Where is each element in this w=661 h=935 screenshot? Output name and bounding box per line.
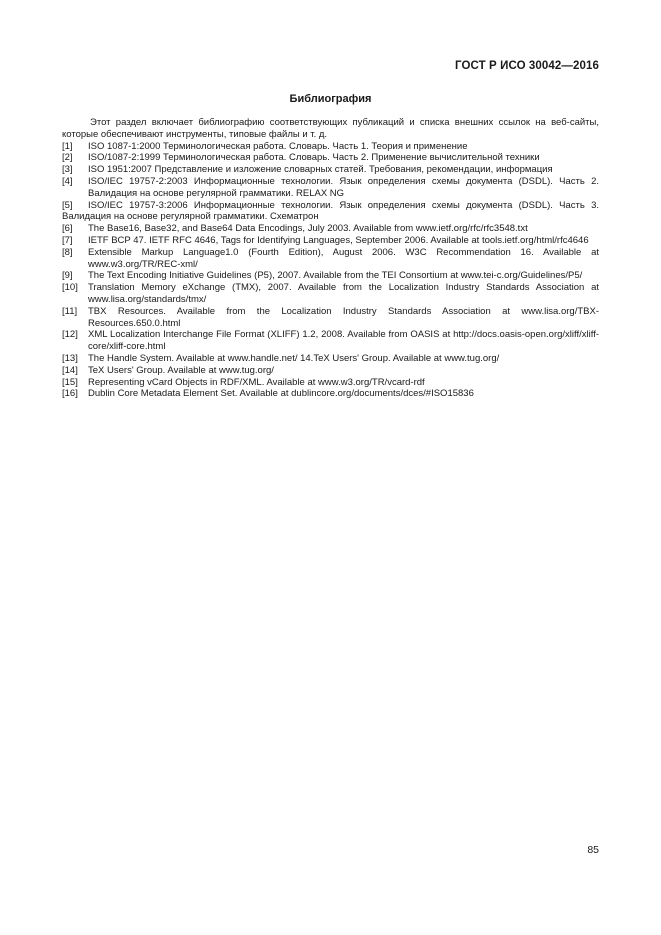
reference-text: TBX Resources. Available from the Localization Industry Standards Association at www.lisa.org/TBX-Resources.650.0.html: [88, 305, 599, 329]
reference-item: [62, 235, 599, 247]
page-title: Библиография: [289, 93, 372, 105]
reference-number: [5]: [62, 199, 73, 211]
reference-text: ISO/1087-2:1999 Терминологическая работа. Словарь. Часть 2. Применение вычислительной техники: [88, 152, 540, 164]
reference-text: ISO 1951:2007 Представление и изложение словарных статей. Требования, рекомендации, информация: [88, 164, 553, 176]
reference-number: [2]: [62, 152, 73, 164]
reference-item: [62, 270, 599, 282]
reference-text: Dublin Core Metadata Element Set. Available at dublincore.org/documents/dces/#ISO15836: [88, 388, 474, 400]
reference-text: Extensible Markup Language1.0 (Fourth Edition), August 2006. W3C Recommendation 16. Available at www.w3.org/TR/REC-xml/: [88, 246, 599, 270]
reference-item: [62, 176, 599, 200]
reference-item: [62, 306, 599, 330]
reference-number: [4]: [62, 175, 73, 187]
reference-number: [11]: [62, 305, 78, 317]
reference-number: [1]: [62, 140, 73, 152]
reference-number: [12]: [62, 329, 78, 341]
reference-text: ISO 1087-1:2000 Терминологическая работа. Словарь. Часть 1. Теория и применение: [88, 140, 468, 152]
reference-item: [62, 388, 599, 400]
reference-number: [6]: [62, 223, 73, 235]
reference-item: [62, 377, 599, 389]
reference-text: The Handle System. Available at www.handle.net/ 14.TeX Users' Group. Available at www.tug.org/: [88, 352, 500, 364]
reference-item: [62, 200, 599, 224]
reference-item: [62, 329, 599, 353]
reference-item: [62, 152, 599, 164]
reference-item: [62, 223, 599, 235]
reference-number: [16]: [62, 388, 78, 400]
reference-number: [7]: [62, 234, 73, 246]
bibliography-content: [62, 117, 599, 400]
reference-item: [62, 353, 599, 365]
reference-number: [15]: [62, 376, 78, 388]
page-number: 85: [587, 844, 599, 856]
reference-number: [8]: [62, 246, 73, 258]
reference-text: Representing vCard Objects in RDF/XML. Available at www.w3.org/TR/vcard-rdf: [88, 376, 425, 388]
reference-number: [14]: [62, 364, 78, 376]
reference-text: ISO/IEC 19757-3:2006 Информационные технологии. Язык определения схемы документа (DSDL). Часть 3. Валидация на основе регулярной грамматики. Схематрон: [62, 199, 599, 223]
reference-text: IETF BCP 47. IETF RFC 4646, Tags for Identifying Languages, September 2006. Available at tools.ietf.org/html/rfc4646: [88, 234, 589, 246]
reference-text: TeX Users' Group. Available at www.tug.org/: [88, 364, 274, 376]
intro-paragraph: Этот раздел включает библиографию соответствующих публикаций и списка внешних ссылок на веб-сайты, которые обеспечивают инструменты, типовые файлы и т. д.: [62, 117, 599, 140]
reference-text: ISO/IEC 19757-2:2003 Информационные технологии. Язык определения схемы документа (DSDL). Часть 2. Валидация на основе регулярной грамматики. RELAX NG: [88, 175, 599, 199]
reference-text: Translation Memory eXchange (TMX), 2007. Available from the Localization Industry Standards Association at www.lisa.org/standards/tmx/: [88, 282, 599, 305]
reference-text: The Base16, Base32, and Base64 Data Encodings, July 2003. Available from www.ietf.org/rfc/rfc3548.txt: [88, 223, 528, 235]
reference-number: [13]: [62, 352, 78, 364]
reference-number: [9]: [62, 270, 73, 282]
reference-number: [10]: [62, 282, 78, 294]
reference-item: [62, 141, 599, 153]
reference-item: [62, 365, 599, 377]
reference-item: [62, 247, 599, 271]
reference-item: [62, 282, 599, 306]
reference-text: XML Localization Interchange File Format (XLIFF) 1.2, 2008. Available from OASIS at http://docs.oasis-open.org/xliff/xliff-core/xliff-core.html: [88, 329, 599, 353]
reference-item: [62, 164, 599, 176]
reference-text: The Text Encoding Initiative Guidelines (P5), 2007. Available from the TEI Consortium at www.tei-c.org/Guidelines/P5/: [88, 270, 583, 282]
document-standard-header: ГОСТ Р ИСО 30042—2016: [454, 60, 599, 72]
reference-number: [3]: [62, 164, 73, 176]
